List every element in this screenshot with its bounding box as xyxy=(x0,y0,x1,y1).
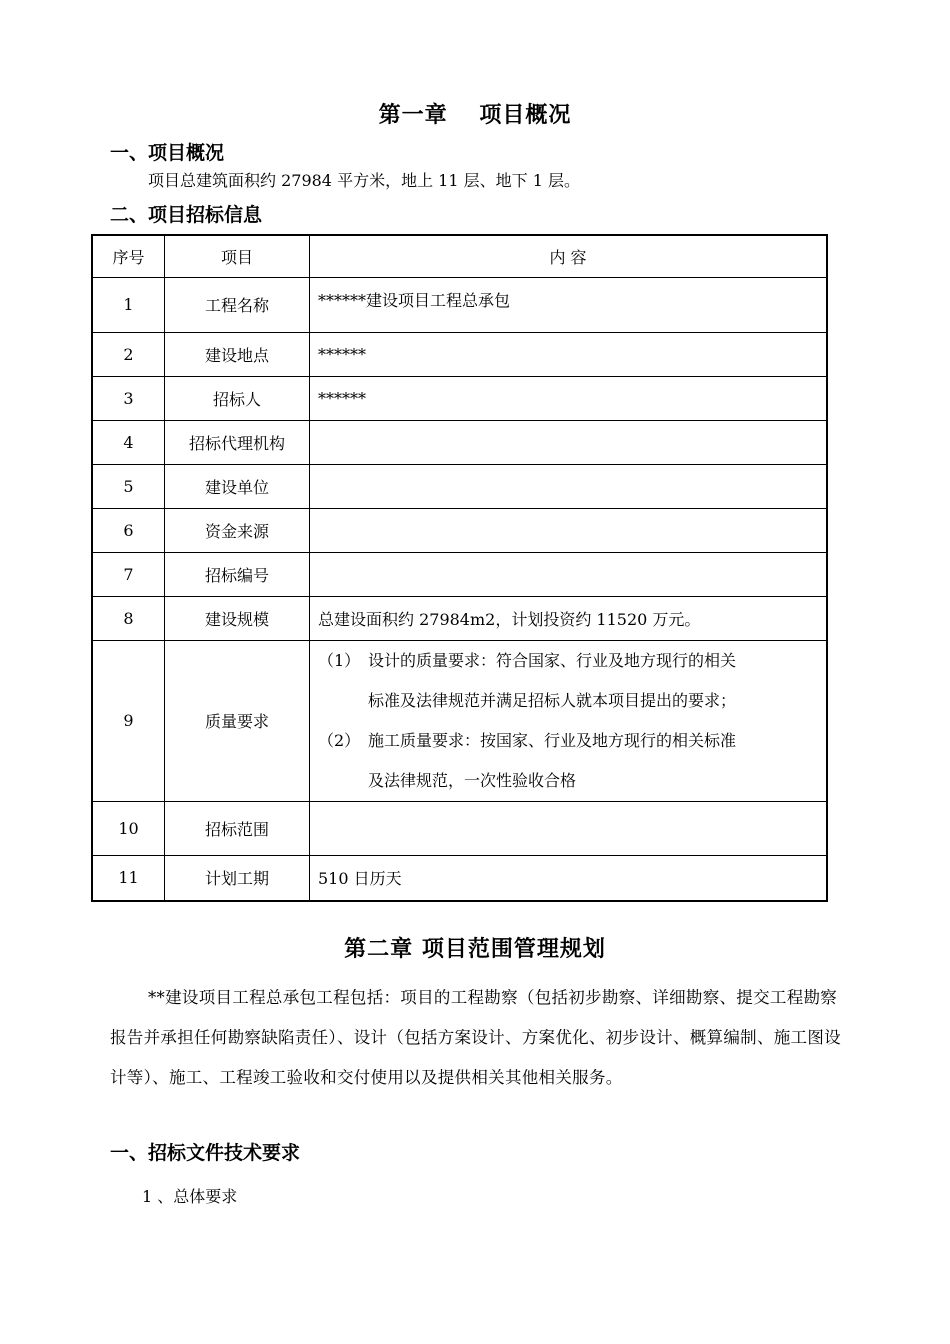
row-item: 建设规模 xyxy=(165,596,310,640)
table-header-row xyxy=(92,235,827,277)
row-item: 招标人 xyxy=(165,376,310,420)
row-number: 2 xyxy=(92,332,165,376)
quality-req-2-continued: 及法律规范，一次性验收合格 xyxy=(368,770,577,790)
quality-requirements-content xyxy=(310,640,828,801)
project-overview-text: 项目总建筑面积约 27984 平方米，地上 11 层、地下 1 层。 xyxy=(148,171,580,190)
header-content: 内 容 xyxy=(310,235,828,277)
table-row xyxy=(92,464,827,508)
header-item: 项目 xyxy=(165,235,310,277)
scope-paragraph: **建设项目工程总承包工程包括：项目的工程勘察（包括初步勘察、详细勘察、提交工程勘察报告并承担任何勘察缺陷责任）、设计（包括方案设计、方案优化、初步设计、概算编制、施工图设计等）、施工、工程竣工验收和交付使用以及提供相关其他相关服务。 xyxy=(110,988,841,1087)
quality-req-2 xyxy=(310,721,826,761)
row-number: 3 xyxy=(92,376,165,420)
table-row xyxy=(92,420,827,464)
general-requirements-subheading: 1 、总体要求 xyxy=(142,1187,238,1206)
row-item: 招标编号 xyxy=(165,552,310,596)
row-content xyxy=(310,464,828,508)
table-row xyxy=(92,596,827,640)
row-content: ****** xyxy=(310,332,828,376)
row-number: 5 xyxy=(92,464,165,508)
quality-req-2-marker: （2） xyxy=(318,730,361,750)
table-row xyxy=(92,801,827,855)
row-number: 11 xyxy=(92,855,165,901)
quality-req-2-text: 施工质量要求：按国家、行业及地方现行的相关标准 xyxy=(368,730,737,750)
bid-info-table xyxy=(91,234,828,902)
section-project-overview-heading: 一、项目概况 xyxy=(110,142,225,164)
row-item: 资金来源 xyxy=(165,508,310,552)
row-item: 建设单位 xyxy=(165,464,310,508)
row-content xyxy=(310,801,828,855)
row-number: 8 xyxy=(92,596,165,640)
table-row xyxy=(92,277,827,332)
quality-req-1-continued: 标准及法律规范并满足招标人就本项目提出的要求； xyxy=(368,690,737,710)
row-content: ******建设项目工程总承包 xyxy=(310,277,828,332)
row-number: 6 xyxy=(92,508,165,552)
row-content: 510 日历天 xyxy=(310,855,828,901)
row-content: ****** xyxy=(310,376,828,420)
table-row-quality xyxy=(92,640,827,801)
row-item: 招标范围 xyxy=(165,801,310,855)
table-row xyxy=(92,332,827,376)
row-number: 1 xyxy=(92,277,165,332)
section-tech-requirements-heading: 一、招标文件技术要求 xyxy=(110,1142,301,1164)
table-row xyxy=(92,855,827,901)
table-row xyxy=(92,376,827,420)
row-number: 9 xyxy=(92,640,165,801)
section-bid-info-heading: 二、项目招标信息 xyxy=(110,204,263,226)
chapter-1-title: 第一章 项目概况 xyxy=(378,103,572,128)
row-number: 10 xyxy=(92,801,165,855)
chapter-2-title: 第二章 项目范围管理规划 xyxy=(344,937,606,962)
header-number: 序号 xyxy=(92,235,165,277)
table-row xyxy=(92,552,827,596)
row-item: 建设地点 xyxy=(165,332,310,376)
row-content xyxy=(310,552,828,596)
row-content xyxy=(310,508,828,552)
row-content: 总建设面积约 27984m2，计划投资约 11520 万元。 xyxy=(310,596,828,640)
table-row xyxy=(92,508,827,552)
row-content xyxy=(310,420,828,464)
row-item: 质量要求 xyxy=(165,640,310,801)
quality-req-1-text: 设计的质量要求：符合国家、行业及地方现行的相关 xyxy=(368,650,737,670)
row-item: 计划工期 xyxy=(165,855,310,901)
row-item: 工程名称 xyxy=(165,277,310,332)
quality-req-1-marker: （1） xyxy=(318,650,361,670)
quality-req-1 xyxy=(310,641,826,681)
row-number: 7 xyxy=(92,552,165,596)
row-number: 4 xyxy=(92,420,165,464)
row-item: 招标代理机构 xyxy=(165,420,310,464)
